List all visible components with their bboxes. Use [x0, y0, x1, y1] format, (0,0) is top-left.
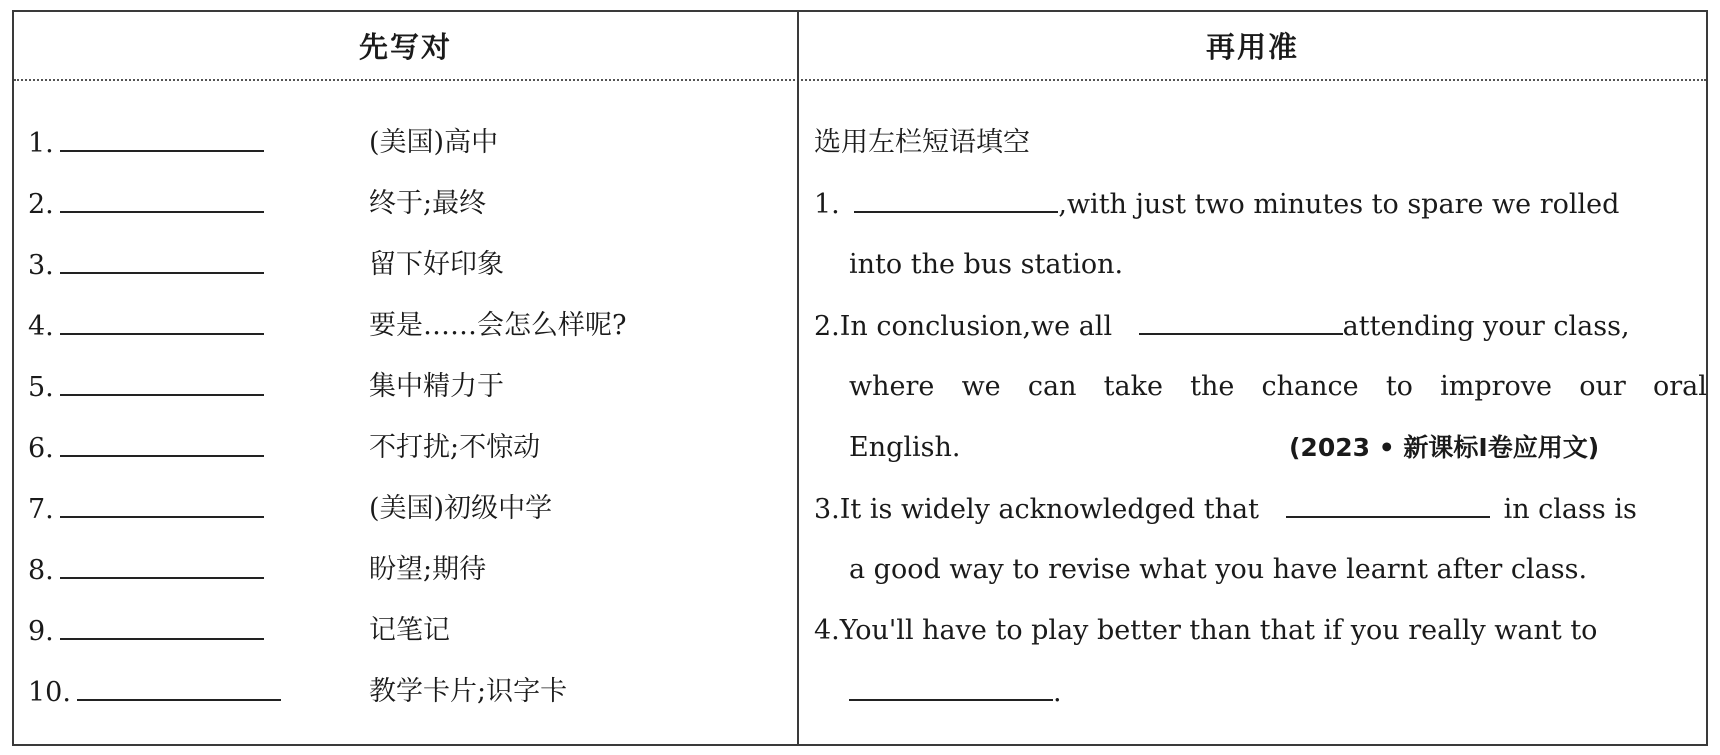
phrase-row: [28, 368, 264, 407]
phrase-meaning: 终于;最终: [369, 188, 487, 219]
word: the: [1190, 371, 1235, 402]
source-note: (2023 • 新课标Ⅰ卷应用文): [1289, 433, 1600, 462]
answer-blank[interactable]: [60, 490, 264, 518]
phrase-meaning: 记笔记: [369, 615, 450, 646]
row-number: 5.: [28, 372, 54, 403]
question-text: ,with just two minutes to spare we rolled: [1058, 189, 1620, 220]
phrase-meaning: 不打扰;不惊动: [369, 432, 541, 463]
row-number: 2.: [28, 189, 54, 220]
question-text: It is widely acknowledged that: [839, 494, 1259, 525]
answer-blank[interactable]: [60, 246, 264, 274]
row-number: 9.: [28, 616, 54, 647]
phrase-meaning: 留下好印象: [369, 249, 504, 280]
question-1-line2: into the bus station.: [849, 249, 1124, 280]
header-divider: [14, 79, 1706, 81]
question-number: 4.: [814, 615, 840, 646]
phrase-row: [28, 551, 264, 590]
word: oral: [1652, 371, 1707, 402]
answer-blank[interactable]: [1286, 490, 1490, 518]
question-text: In conclusion,we all: [839, 311, 1113, 342]
phrase-row: [28, 185, 264, 224]
row-number: 8.: [28, 555, 54, 586]
word: where: [849, 371, 935, 402]
answer-blank[interactable]: [60, 307, 264, 335]
answer-blank[interactable]: [60, 368, 264, 396]
column-divider: [797, 12, 799, 744]
answer-blank[interactable]: [60, 551, 264, 579]
answer-blank[interactable]: [1139, 307, 1343, 335]
question-text: attending your class,: [1342, 311, 1630, 342]
exercise-table: [12, 10, 1708, 746]
question-text: You'll have to play better than that if you really want to: [839, 615, 1598, 646]
phrase-meaning: (美国)高中: [369, 127, 499, 158]
answer-blank[interactable]: [60, 185, 264, 213]
instruction: 选用左栏短语填空: [814, 127, 1030, 158]
answer-blank[interactable]: [60, 429, 264, 457]
question-3-line2: a good way to revise what you have learnt after class.: [849, 554, 1588, 585]
row-number: 6.: [28, 433, 54, 464]
word: we: [961, 371, 1001, 402]
phrase-row: [28, 124, 264, 163]
question-1: [814, 185, 1619, 224]
phrase-row: [28, 673, 281, 712]
answer-blank[interactable]: [77, 673, 281, 701]
phrase-row: [28, 429, 264, 468]
phrase-row: [28, 490, 264, 529]
answer-blank[interactable]: [60, 612, 264, 640]
phrase-row: [28, 612, 264, 651]
word: chance: [1261, 371, 1359, 402]
phrase-meaning: (美国)初级中学: [369, 493, 553, 524]
phrase-meaning: 盼望;期待: [369, 554, 487, 585]
question-2-line3: English.: [849, 432, 961, 463]
right-column-header: 再用准: [1205, 30, 1299, 64]
row-number: 10.: [28, 677, 71, 708]
phrase-meaning: 教学卡片;识字卡: [369, 676, 568, 707]
question-4: [814, 612, 1597, 650]
left-column-header: 先写对: [358, 30, 452, 64]
answer-blank[interactable]: [854, 185, 1058, 213]
word: our: [1579, 371, 1626, 402]
answer-blank[interactable]: [60, 124, 264, 152]
word: take: [1103, 371, 1163, 402]
question-number: 3.: [814, 494, 840, 525]
word: to: [1385, 371, 1413, 402]
row-number: 1.: [28, 128, 54, 159]
word: can: [1027, 371, 1077, 402]
question-number: 1.: [814, 189, 840, 220]
row-number: 4.: [28, 311, 54, 342]
row-number: 3.: [28, 250, 54, 281]
phrase-row: [28, 246, 264, 285]
question-4-line2: [849, 673, 1062, 712]
word: improve: [1440, 371, 1553, 402]
question-2-line2: [849, 368, 1707, 406]
answer-blank[interactable]: [849, 673, 1053, 701]
question-number: 2.: [814, 311, 840, 342]
question-text: in class is: [1503, 494, 1637, 525]
row-number: 7.: [28, 494, 54, 525]
question-2: [814, 307, 1630, 346]
phrase-meaning: 集中精力于: [369, 371, 504, 402]
question-text: .: [1053, 677, 1062, 708]
phrase-row: [28, 307, 264, 346]
question-3: [814, 490, 1637, 529]
phrase-meaning: 要是……会怎么样呢?: [369, 310, 627, 341]
